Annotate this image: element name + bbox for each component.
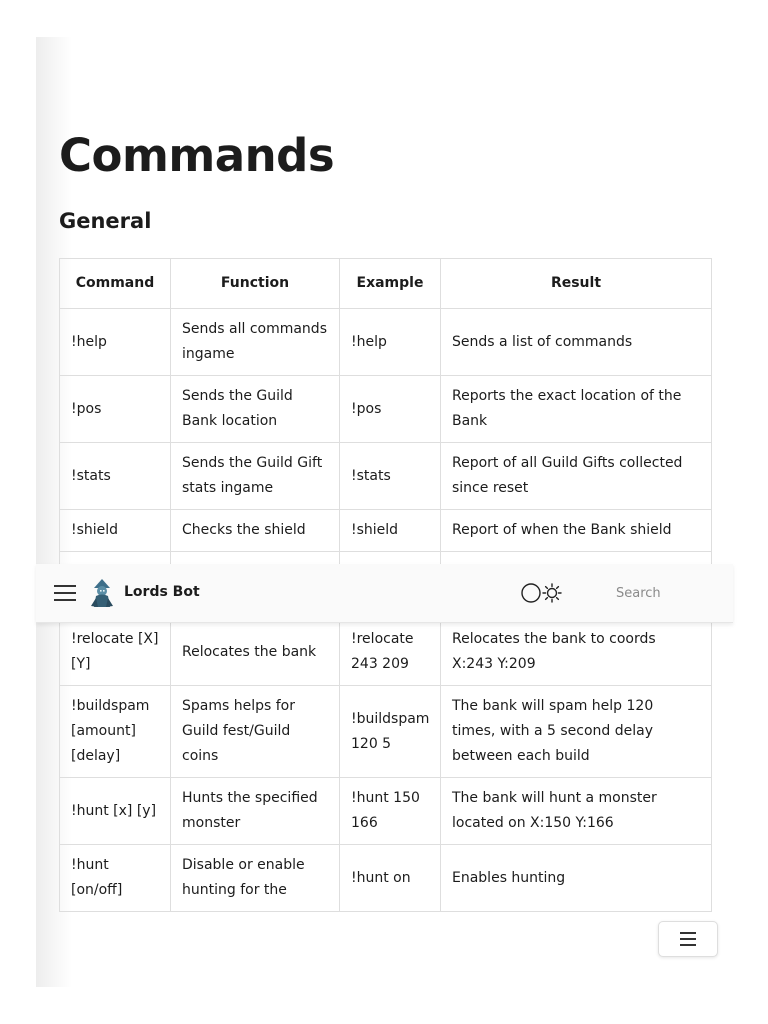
table-row [60, 686, 712, 778]
cell-function: Disable or enable hunting for the [171, 845, 340, 912]
table-row [60, 778, 712, 845]
search-input[interactable] [606, 581, 746, 605]
header-result: Result [441, 259, 712, 309]
cell-result: Enables hunting [441, 845, 712, 912]
cell-command: !buildspam [amount] [delay] [60, 686, 171, 778]
theme-toggle-icon[interactable] [520, 582, 564, 604]
cell-function: Relocates the bank [171, 619, 340, 686]
header-command: Command [60, 259, 171, 309]
cell-result: The bank will spam help 120 times, with a 5 second delay between each build [441, 686, 712, 778]
cell-command: !stats [60, 443, 171, 510]
section-title-general: General [59, 209, 152, 233]
top-navbar [36, 564, 733, 623]
cell-example: !hunt on [340, 845, 441, 912]
cell-result: Relocates the bank to coords X:243 Y:209 [441, 619, 712, 686]
table-row [60, 845, 712, 912]
cell-result: Sends a list of commands [441, 309, 712, 376]
cell-example: !hunt 150 166 [340, 778, 441, 845]
cell-command: !hunt [on/off] [60, 845, 171, 912]
cell-example: !help [340, 309, 441, 376]
cell-function: Checks the shield [171, 510, 340, 552]
table-row [60, 510, 712, 552]
cell-command: !hunt [x] [y] [60, 778, 171, 845]
cell-example: !stats [340, 443, 441, 510]
cell-result: Reports the exact location of the Bank [441, 376, 712, 443]
doc-frame [36, 37, 768, 987]
cell-command: !relocate [X] [Y] [60, 619, 171, 686]
cell-example: !relocate 243 209 [340, 619, 441, 686]
table-row [60, 309, 712, 376]
cell-result: The bank will hunt a monster located on X:150 Y:166 [441, 778, 712, 845]
cell-function: Sends the Guild Bank location [171, 376, 340, 443]
cell-function: Sends the Guild Gift stats ingame [171, 443, 340, 510]
cell-result: Report of when the Bank shield [441, 510, 712, 552]
brand-name[interactable]: Lords Bot [124, 584, 200, 600]
cell-command: !help [60, 309, 171, 376]
table-row [60, 376, 712, 443]
cell-result: Report of all Guild Gifts collected since reset [441, 443, 712, 510]
cell-command: !shield [60, 510, 171, 552]
cell-function: Spams helps for Guild fest/Guild coins [171, 686, 340, 778]
cell-function: Hunts the specified monster [171, 778, 340, 845]
cell-function: Sends all commands ingame [171, 309, 340, 376]
hamburger-icon[interactable] [54, 583, 76, 603]
cell-command: !pos [60, 376, 171, 443]
page-title: Commands [59, 129, 335, 182]
header-example: Example [340, 259, 441, 309]
table-header-row [60, 259, 712, 309]
lords-bot-logo[interactable] [88, 578, 116, 608]
cell-example: !pos [340, 376, 441, 443]
table-of-contents-button[interactable] [658, 921, 718, 957]
cell-example: !shield [340, 510, 441, 552]
cell-example: !buildspam 120 5 [340, 686, 441, 778]
header-function: Function [171, 259, 340, 309]
table-row [60, 443, 712, 510]
table-row [60, 619, 712, 686]
